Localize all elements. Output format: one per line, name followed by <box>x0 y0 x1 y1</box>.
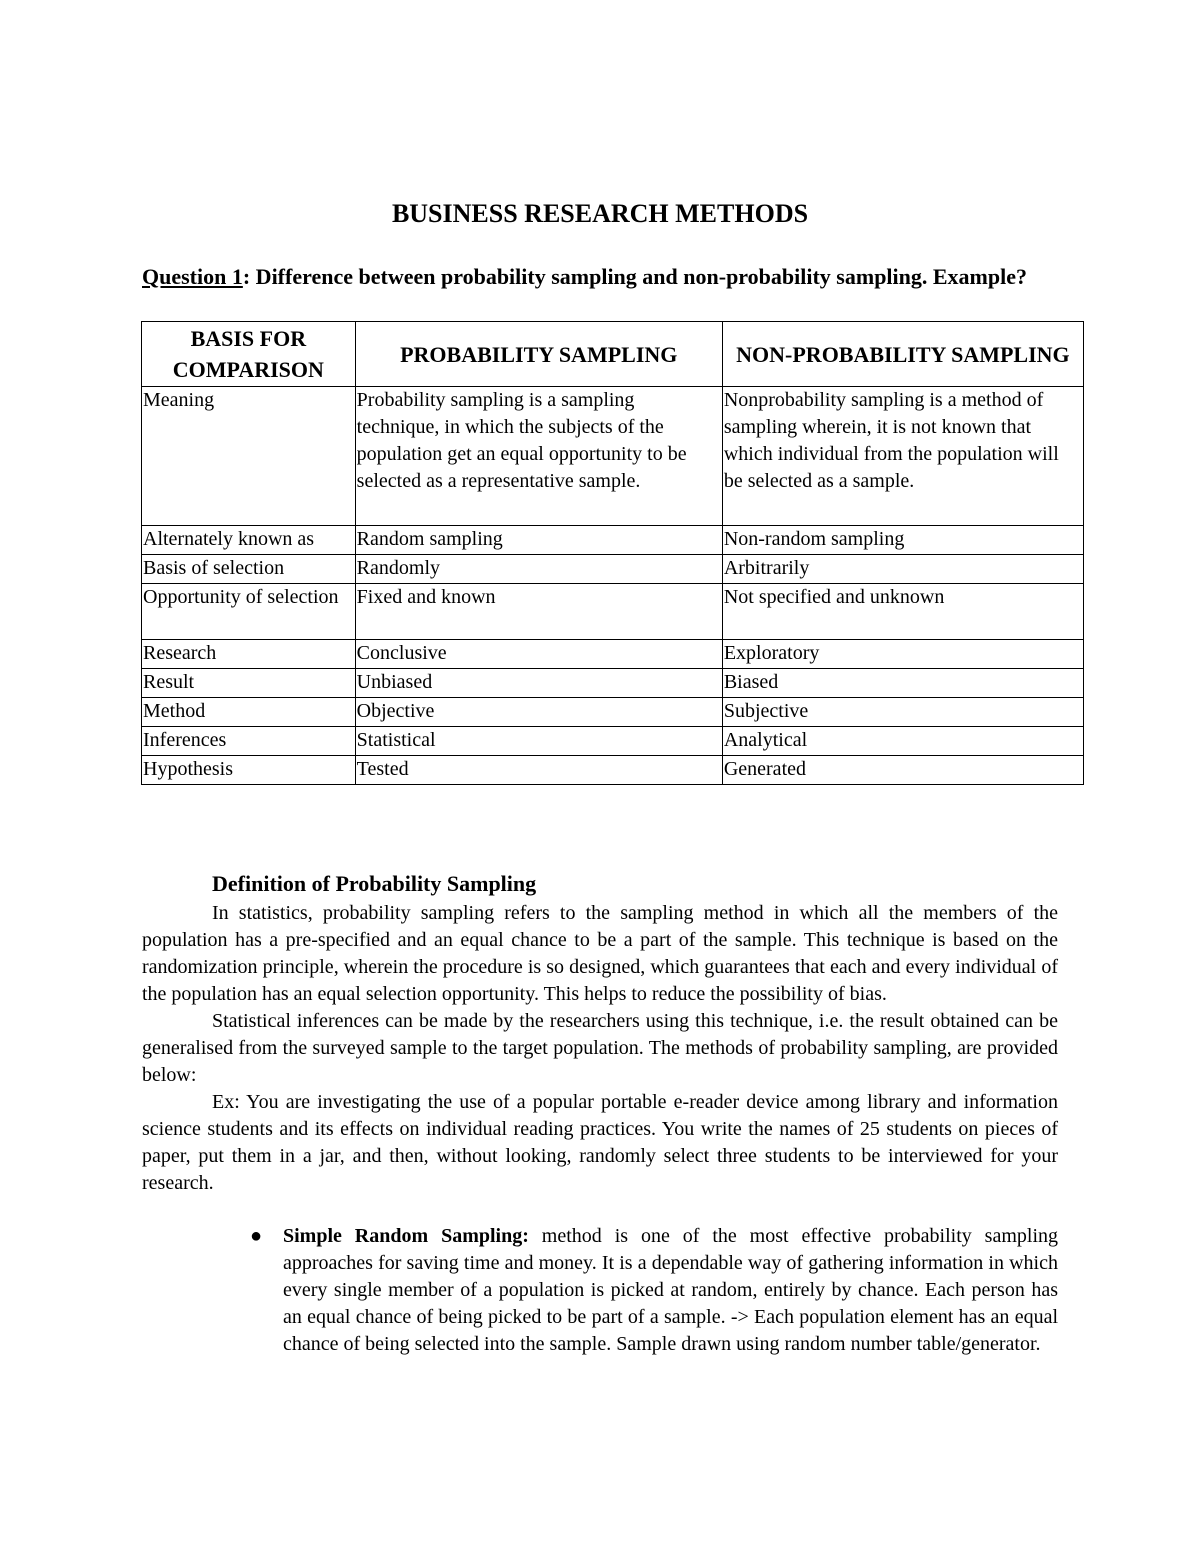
row-label: Inferences <box>142 727 356 756</box>
non-probability-cell: Analytical <box>722 727 1083 756</box>
row-label: Hypothesis <box>142 756 356 785</box>
comparison-table <box>141 321 1084 785</box>
list-item-text: method is one of the most effective probability sampling approaches for saving time and money. It is a dependable way of gathering information in which every single member of a population is picked at random, entirely by chance. Each person has an equal chance of being picked to be part of a sample. -> Each population element has an equal chance of being selected into the sample. Sample drawn using random number table/generator. <box>283 1225 1058 1355</box>
table-row <box>142 640 1084 669</box>
probability-cell: Random sampling <box>355 526 722 555</box>
bullet-icon: ● <box>250 1225 263 1247</box>
definition-heading: Definition of Probability Sampling <box>212 871 537 896</box>
non-probability-cell: Exploratory <box>722 640 1083 669</box>
probability-cell: Conclusive <box>355 640 722 669</box>
non-probability-cell: Non-random sampling <box>722 526 1083 555</box>
probability-cell: Randomly <box>355 555 722 584</box>
list-item <box>142 1223 1058 1358</box>
header-non-probability: NON-PROBABILITY SAMPLING <box>722 322 1083 387</box>
list-item-term: Simple Random Sampling: <box>283 1225 529 1247</box>
table-row <box>142 526 1084 555</box>
probability-cell: Unbiased <box>355 669 722 698</box>
header-probability: PROBABILITY SAMPLING <box>355 322 722 387</box>
non-probability-cell: Generated <box>722 756 1083 785</box>
definition-body <box>142 900 1058 1197</box>
header-basis: BASIS FOR COMPARISON <box>142 322 356 387</box>
paragraph: Statistical inferences can be made by the researchers using this technique, i.e. the result obtained can be generalised from the surveyed sample to the target population. The methods of probability sampling, are provided below: <box>142 1010 1058 1086</box>
question-label: Question 1 <box>142 264 243 289</box>
non-probability-cell: Nonprobability sampling is a method of sampling wherein, it is not known that which individual from the population will be selected as a sample. <box>722 387 1083 526</box>
table-header-row <box>142 322 1084 387</box>
non-probability-cell: Not specified and unknown <box>722 584 1083 640</box>
paragraph: In statistics, probability sampling refers to the sampling method in which all the members of the population has a pre-specified and an equal chance to be a part of the sample. This technique is based on the randomization principle, wherein the procedure is so designed, which guarantees that each and every individual of the population has an equal selection opportunity. This helps to reduce the possibility of bias. <box>142 902 1058 1005</box>
non-probability-cell: Subjective <box>722 698 1083 727</box>
row-label: Meaning <box>142 387 356 526</box>
row-label: Opportunity of selection <box>142 584 356 640</box>
question-heading <box>142 262 1042 292</box>
row-label: Basis of selection <box>142 555 356 584</box>
table-row <box>142 756 1084 785</box>
probability-cell: Tested <box>355 756 722 785</box>
table-row <box>142 698 1084 727</box>
table-row <box>142 555 1084 584</box>
row-label: Method <box>142 698 356 727</box>
row-label: Research <box>142 640 356 669</box>
non-probability-cell: Biased <box>722 669 1083 698</box>
example-paragraph: Ex: You are investigating the use of a popular portable e-reader device among library and information science students and its effects on individual reading practices. You write the names of 25 students on pieces of paper, put them in a jar, and then, without looking, randomly select three students to be interviewed for your research. <box>142 1091 1058 1194</box>
probability-cell: Fixed and known <box>355 584 722 640</box>
table-row <box>142 727 1084 756</box>
row-label: Alternately known as <box>142 526 356 555</box>
table-row <box>142 387 1084 526</box>
page-title: BUSINESS RESEARCH METHODS <box>391 199 809 228</box>
probability-cell: Probability sampling is a sampling technique, in which the subjects of the population get an equal opportunity to be selected as a representative sample. <box>355 387 722 526</box>
question-text: : Difference between probability sampling and non-probability sampling. Example? <box>242 264 1027 289</box>
table-row <box>142 669 1084 698</box>
table-row <box>142 584 1084 640</box>
probability-cell: Objective <box>355 698 722 727</box>
probability-cell: Statistical <box>355 727 722 756</box>
non-probability-cell: Arbitrarily <box>722 555 1083 584</box>
method-list <box>142 1223 1058 1358</box>
row-label: Result <box>142 669 356 698</box>
